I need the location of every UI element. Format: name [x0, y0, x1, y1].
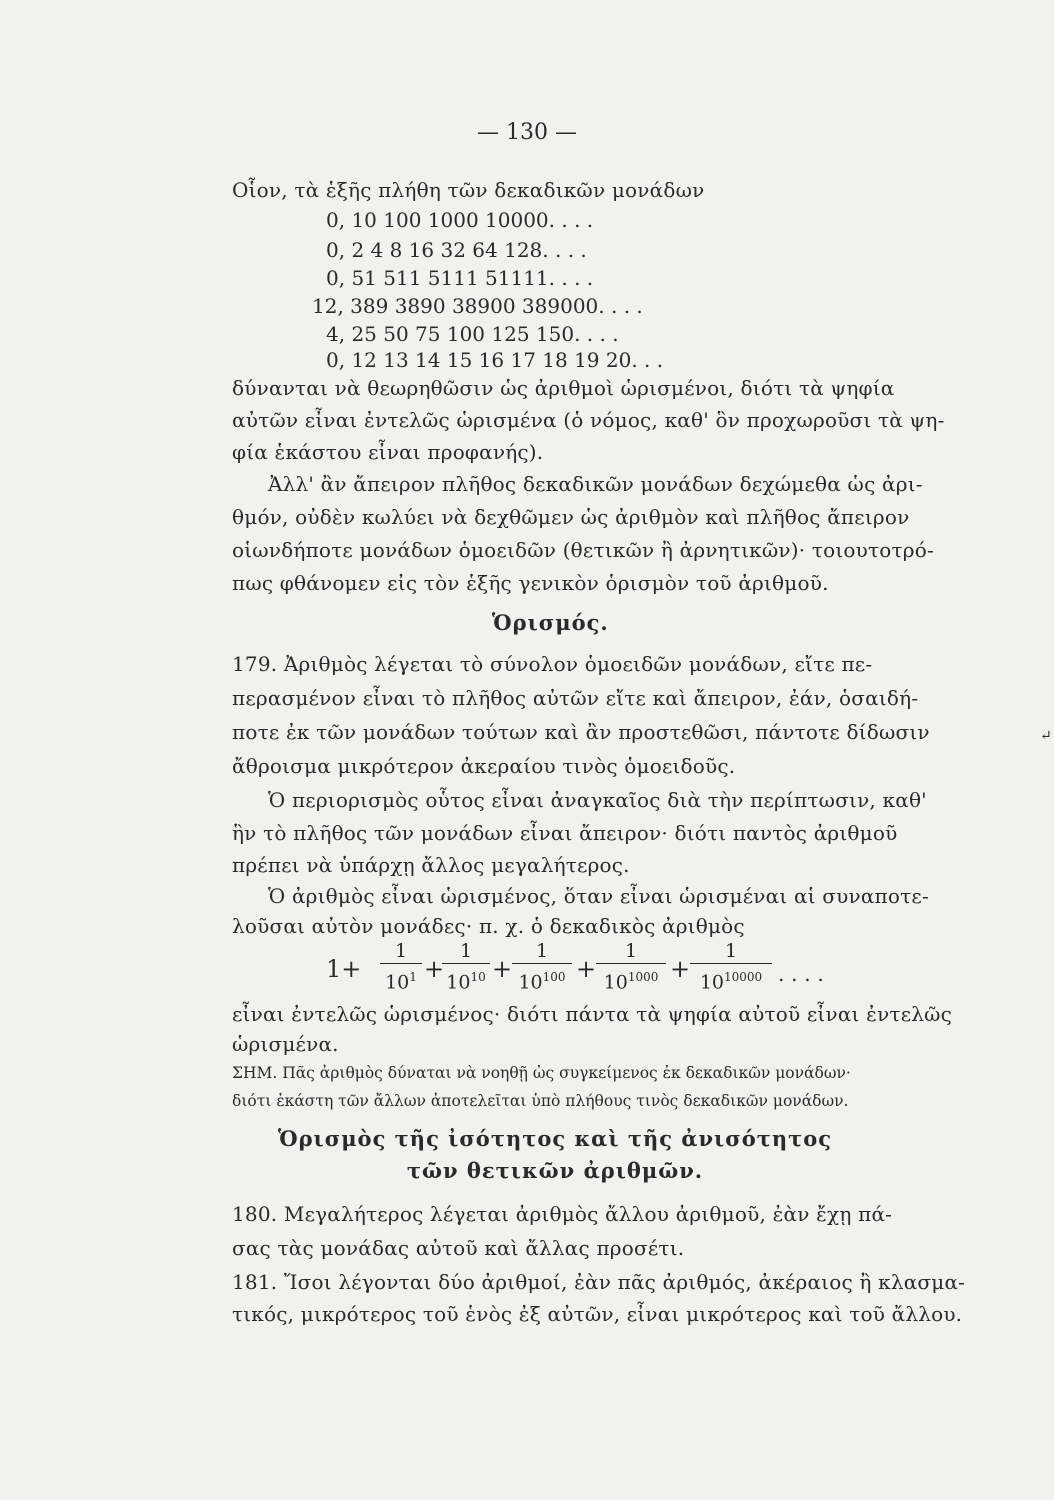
formula-plus: +: [424, 955, 445, 983]
formula-plus: +: [670, 955, 691, 983]
sequence-line: 0, 10 100 1000 10000. . . .: [326, 208, 594, 232]
fraction-bar: [596, 963, 666, 964]
section-heading: Ὁρισμὸς τῆς ἰσότητος καὶ τῆς ἀνισότητος: [277, 1126, 833, 1151]
paragraph-line: πως φθάνομεν εἰς τὸν ἑξῆς γενικὸν ὁρισμὸν τοῦ ἀριθμοῦ.: [232, 571, 829, 595]
fraction-denominator: $10^1$: [385, 970, 417, 994]
intro-line: Οἷον, τὰ ἑξῆς πλήθη τῶν δεκαδικῶν μονάδων: [232, 178, 705, 202]
fraction-bar: [512, 963, 572, 964]
fraction-numerator: 1: [624, 940, 638, 962]
sequence-line: 0, 12 13 14 15 16 17 18 19 20. . .: [326, 348, 664, 372]
paragraph-line: λοῦσαι αὐτὸν μονάδες· π. χ. ὁ δεκαδικὸς ἀριθμὸς: [232, 914, 745, 938]
fraction: [380, 940, 422, 993]
fraction-denominator: $10^{100}$: [518, 970, 566, 994]
paragraph-line: Ἀλλ' ἂν ἄπειρον πλῆθος δεκαδικῶν μονάδων δεχώμεθα ὡς ἀρι-: [268, 472, 923, 496]
fraction-numerator: 1: [394, 940, 408, 962]
paragraph-line: φία ἑκάστου εἶναι προφανής).: [232, 440, 544, 464]
paragraph-line: οἱωνδήποτε μονάδων ὁμοειδῶν (θετικῶν ἢ ἀρνητικῶν)· τοιουτοτρό-: [232, 538, 934, 562]
fraction-numerator: 1: [724, 940, 738, 962]
paragraph-line: πρέπει νὰ ὑπάρχῃ ἄλλος μεγαλήτερος.: [232, 853, 630, 877]
fraction-denominator: $10^{10}$: [446, 970, 486, 994]
sequence-line: 12, 389 3890 38900 389000. . . .: [312, 294, 643, 318]
fraction-bar: [690, 963, 772, 964]
paragraph-line: ἣν τὸ πλῆθος τῶν μονάδων εἶναι ἄπειρον· διότι παντὸς ἀριθμοῦ: [232, 821, 898, 845]
paragraph-line: δύνανται νὰ θεωρηθῶσιν ὡς ἀριθμοὶ ὡρισμένοι, διότι τὰ ψηφία: [232, 376, 895, 400]
sequence-line: 0, 51 511 5111 51111. . . .: [326, 266, 594, 290]
footnote-line: διότι ἑκάστη τῶν ἄλλων ἀποτελεῖται ὑπὸ πλήθους τινὸς δεκαδικῶν μονάδων.: [232, 1092, 849, 1110]
fraction-denominator: $10^{10000}$: [699, 970, 763, 994]
paragraph-line: ποτε ἐκ τῶν μονάδων τούτων καὶ ἂν προστεθῶσι, πάντοτε δίδωσιν: [232, 720, 930, 744]
paragraph-line: σας τὰς μονάδας αὐτοῦ καὶ ἄλλας προσέτι.: [232, 1236, 685, 1260]
sequence-line: 0, 2 4 8 16 32 64 128. . . .: [326, 238, 587, 262]
section-heading: τῶν θετικῶν ἀριθμῶν.: [406, 1158, 704, 1183]
sequence-line: 4, 25 50 75 100 125 150. . . .: [326, 322, 619, 346]
paragraph-line: Ὁ περιορισμὸς οὗτος εἶναι ἀναγκαῖος διὰ τὴν περίπτωσιν, καθ': [268, 788, 927, 812]
fraction-bar: [380, 963, 422, 964]
paragraph-line: 179. Ἀριθμὸς λέγεται τὸ σύνολον ὁμοειδῶν μονάδων, εἴτε πε-: [232, 652, 873, 676]
fraction-numerator: 1: [535, 940, 549, 962]
paragraph-line: ἄθροισμα μικρότερον ἀκεραίου τινὸς ὁμοειδοῦς.: [232, 754, 736, 778]
fraction: [596, 940, 666, 993]
paragraph-line: αὐτῶν εἶναι ἐντελῶς ὡρισμένα (ὁ νόμος, καθ' ὃν προχωροῦσι τὰ ψη-: [232, 408, 945, 432]
formula-plus: +: [492, 955, 513, 983]
paragraph-line: θμόν, οὐδὲν κωλύει νὰ δεχθῶμεν ὡς ἀριθμὸν καὶ πλῆθος ἄπειρον: [232, 505, 910, 529]
formula-plus: +: [576, 955, 597, 983]
paragraph-line: ὡρισμένα.: [232, 1032, 339, 1056]
paragraph-line: εἶναι ἐντελῶς ὡρισμένος· διότι πάντα τὰ ψηφία αὐτοῦ εἶναι ἐντελῶς: [232, 1002, 953, 1026]
paragraph-line: 180. Μεγαλήτερος λέγεται ἀριθμὸς ἄλλου ἀριθμοῦ, ἐὰν ἔχῃ πά-: [232, 1202, 893, 1226]
formula-ellipsis: . . . .: [778, 962, 824, 986]
paragraph-line: περασμένον εἶναι τὸ πλῆθος αὐτῶν εἴτε καὶ ἄπειρον, ἐάν, ὁσαιδή-: [232, 686, 919, 710]
fraction-denominator: $10^{1000}$: [603, 970, 659, 994]
fraction-numerator: 1: [459, 940, 473, 962]
paragraph-line: 181. Ἴσοι λέγονται δύο ἀριθμοί, ἐὰν πᾶς ἀριθμός, ἀκέραιος ἢ κλασμα-: [232, 1270, 966, 1294]
section-heading: Ὁρισμός.: [492, 610, 609, 635]
fraction: [690, 940, 772, 993]
page-number: — 130 —: [477, 120, 577, 145]
footnote-line: ΣΗΜ. Πᾶς ἀριθμὸς δύναται νὰ νοηθῇ ὡς συγκείμενος ἐκ δεκαδικῶν μονάδων·: [232, 1064, 851, 1082]
paragraph-line: Ὁ ἀριθμὸς εἶναι ὡρισμένος, ὅταν εἶναι ὡρισμέναι αἱ συναποτε-: [268, 884, 929, 908]
fraction-bar: [442, 963, 490, 964]
fraction: [442, 940, 490, 993]
formula-lead: 1+: [326, 955, 362, 983]
paragraph-line: τικός, μικρότερος τοῦ ἑνὸς ἐξ αὐτῶν, εἶναι μικρότερος καὶ τοῦ ἄλλου.: [232, 1302, 963, 1326]
margin-mark: ↵: [1040, 728, 1052, 744]
fraction: [512, 940, 572, 993]
